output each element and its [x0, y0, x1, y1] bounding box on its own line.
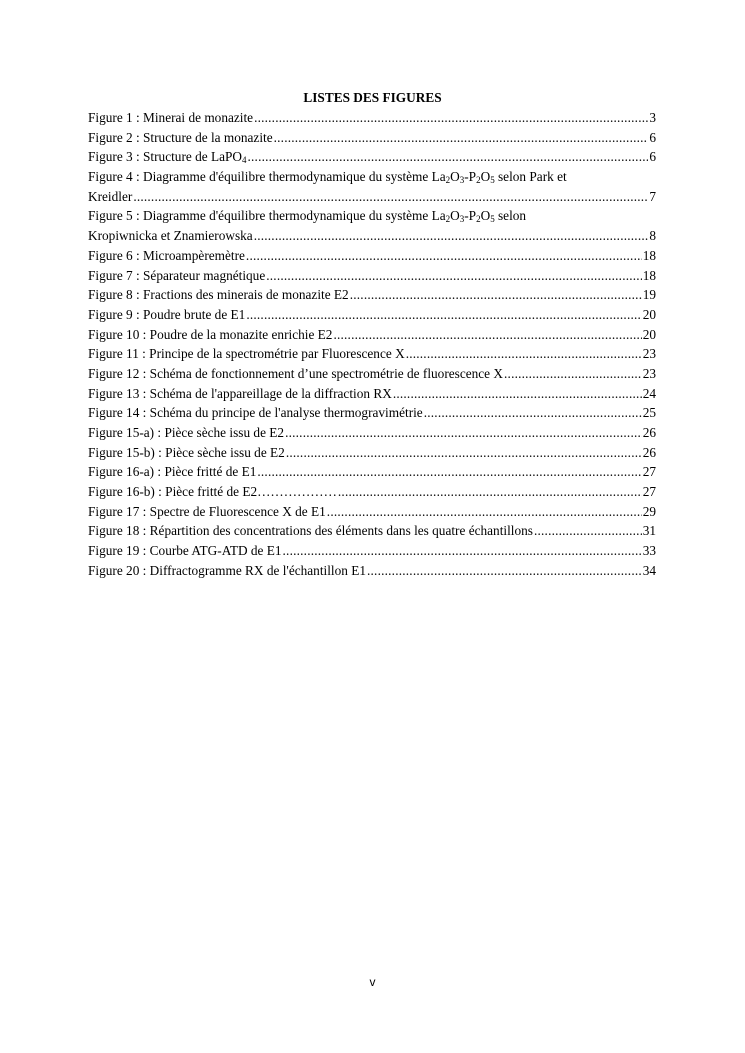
entry-text: Figure 9 : Poudre brute de E1 [88, 306, 246, 322]
entry-page: 20 [642, 326, 656, 342]
dot-leader [248, 147, 649, 167]
entry-page: 26 [642, 425, 656, 440]
toc-entry-14[interactable] [88, 403, 656, 423]
entry-page: 26 [642, 444, 656, 460]
toc-entry-17[interactable] [88, 502, 656, 522]
entry-page: 27 [642, 484, 656, 500]
dot-leader [350, 285, 642, 305]
entry-text: Figure 6 : Microampèremètre [88, 247, 245, 263]
entry-page: 19 [642, 287, 656, 303]
entry-text: Figure 10 : Poudre de la monazite enrichie E2 [88, 326, 333, 342]
dot-leader [285, 423, 642, 443]
toc-entry-4-line2[interactable] [88, 187, 656, 207]
dot-leader [406, 344, 642, 364]
toc-entry-15a[interactable] [88, 423, 656, 443]
dot-leader [338, 482, 642, 502]
entry-text: Figure 15-b) : Pièce sèche issu de E2 [88, 444, 285, 460]
entry-text: Figure 4 : Diagramme d'équilibre thermodynamique du système $La_2O_3-P_2O_5$ selon Park et [88, 169, 567, 186]
toc-entry-15b[interactable] [88, 443, 656, 463]
entry-page: 34 [642, 562, 656, 578]
toc-entry-13[interactable] [88, 384, 656, 404]
toc-entry-7[interactable] [88, 266, 656, 286]
entry-page: 23 [642, 365, 656, 381]
page-title: LISTES DES FIGURES [303, 90, 442, 105]
entry-page: 8 [649, 228, 656, 244]
toc-entry-16a[interactable] [88, 462, 656, 482]
toc-entry-12[interactable] [88, 364, 656, 384]
figure-list [88, 108, 656, 581]
toc-entry-11[interactable] [88, 344, 656, 364]
toc-entry-19[interactable] [88, 541, 656, 561]
dot-leader [246, 305, 641, 325]
entry-text: Figure 1 : Minerai de monazite [88, 110, 254, 125]
entry-page: 27 [642, 464, 656, 480]
dot-leader [254, 226, 649, 246]
entry-page: 25 [642, 405, 656, 421]
entry-text: Kreidler [88, 188, 133, 204]
dot-leader [534, 521, 642, 541]
toc-entry-6[interactable] [88, 246, 656, 266]
entry-text: Figure 14 : Schéma du principe de l'analyse thermogravimétrie [88, 405, 423, 421]
dot-leader [424, 403, 642, 423]
entry-page: 3 [649, 110, 656, 125]
dot-leader [257, 462, 641, 482]
entry-page: 18 [642, 267, 656, 283]
dot-leader [254, 108, 648, 128]
page-number: v [369, 975, 376, 989]
toc-entry-10[interactable] [88, 325, 656, 345]
entry-text: Figure 8 : Fractions des minerais de monazite E2 [88, 287, 349, 303]
entry-text: Figure 11 : Principe de la spectrométrie par Fluorescence X [88, 346, 405, 362]
dot-leader [274, 128, 649, 148]
toc-entry-5-line1[interactable] [88, 206, 656, 226]
dot-leader [286, 443, 642, 463]
toc-entry-4-line1[interactable] [88, 167, 656, 187]
entry-page: 7 [649, 188, 656, 204]
dot-leader [333, 325, 641, 345]
entry-text: Figure 7 : Séparateur magnétique [88, 267, 266, 283]
dot-leader [283, 541, 642, 561]
toc-entry-18[interactable] [88, 521, 656, 541]
entry-page: 29 [642, 503, 656, 519]
entry-text: Figure 5 : Diagramme d'équilibre thermodynamique du système $La_2O_3-P_2O_5$ selon [88, 208, 527, 225]
entry-text: Figure 15-a) : Pièce sèche issu de E2 [88, 425, 285, 440]
toc-entry-16b[interactable] [88, 482, 656, 502]
toc-entry-2[interactable] [88, 128, 656, 148]
entry-page: 20 [642, 306, 656, 322]
entry-text: Figure 16-b) : Pièce fritté de E2……………… [88, 484, 337, 500]
entry-text: Kropiwnicka et Znamierowska [88, 228, 253, 244]
dot-leader [367, 561, 642, 581]
entry-page: 23 [642, 346, 656, 362]
entry-text: Figure 16-a) : Pièce fritté de E1 [88, 464, 257, 480]
toc-entry-5-line2[interactable] [88, 226, 656, 246]
dot-leader [393, 384, 642, 404]
entry-text: Figure 18 : Répartition des concentrations des éléments dans les quatre échantillons [88, 523, 533, 539]
entry-text: Figure 20 : Diffractogramme RX de l'échantillon E1 [88, 562, 366, 578]
toc-entry-3[interactable] [88, 147, 656, 167]
dot-leader [246, 246, 642, 266]
entry-page: 33 [642, 543, 656, 559]
entry-text: Figure 3 : Structure de LaPO$_4$ [88, 149, 247, 166]
entry-page: 6 [649, 129, 656, 145]
entry-page: 18 [642, 247, 656, 263]
toc-entry-1[interactable] [88, 108, 656, 128]
entry-text: Figure 17 : Spectre de Fluorescence X de E1 [88, 503, 326, 519]
toc-entry-9[interactable] [88, 305, 656, 325]
entry-page: 6 [649, 149, 656, 165]
entry-text: Figure 2 : Structure de la monazite [88, 129, 273, 145]
dot-leader [327, 502, 642, 522]
entry-text: Figure 12 : Schéma de fonctionnement d’une spectrométrie de fluorescence X [88, 365, 504, 381]
entry-text: Figure 19 : Courbe ATG-ATD de E1 [88, 543, 282, 559]
entry-page: 31 [642, 523, 656, 539]
dot-leader [504, 364, 642, 384]
toc-entry-8[interactable] [88, 285, 656, 305]
toc-entry-20[interactable] [88, 561, 656, 581]
entry-text: Figure 13 : Schéma de l'appareillage de la diffraction RX [88, 385, 392, 401]
entry-page: 24 [642, 385, 656, 401]
dot-leader [266, 266, 641, 286]
dot-leader [133, 187, 648, 207]
